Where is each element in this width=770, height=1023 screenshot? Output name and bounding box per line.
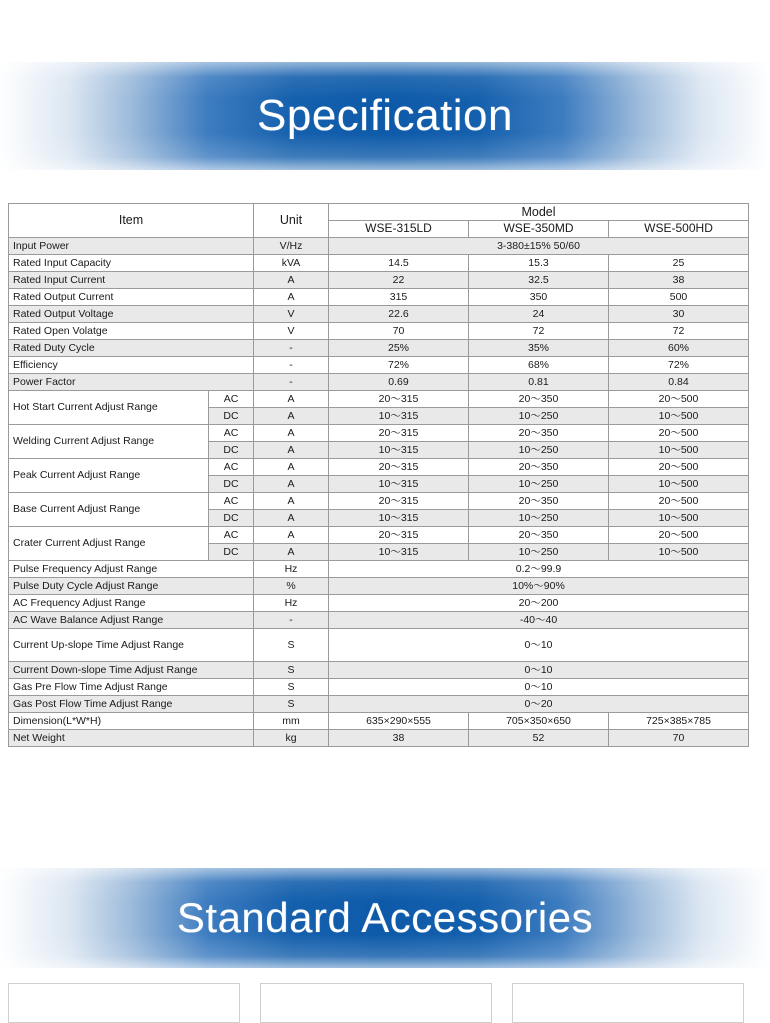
row-value-1: 635×290×555 bbox=[329, 713, 469, 730]
row-value-1: 70 bbox=[329, 323, 469, 340]
row-item-label: Current Down-slope Time Adjust Range bbox=[9, 662, 254, 679]
acdc-label-dc: DC bbox=[209, 544, 254, 561]
table-row-acdc bbox=[9, 391, 749, 408]
row-item-label: Power Factor bbox=[9, 374, 254, 391]
row-value-3: 72% bbox=[609, 357, 749, 374]
row-unit: % bbox=[254, 578, 329, 595]
header-model: Model bbox=[329, 204, 749, 221]
row-unit: - bbox=[254, 357, 329, 374]
row-value-2: 52 bbox=[469, 730, 609, 747]
row-value-1: 38 bbox=[329, 730, 469, 747]
specification-table bbox=[8, 203, 749, 747]
table-row bbox=[9, 374, 749, 391]
table-row-acdc bbox=[9, 425, 749, 442]
row-item-label: Pulse Duty Cycle Adjust Range bbox=[9, 578, 254, 595]
row-value-2: 10～250 bbox=[469, 442, 609, 459]
row-value-2: 10～250 bbox=[469, 544, 609, 561]
row-value-2: 72 bbox=[469, 323, 609, 340]
row-unit: - bbox=[254, 612, 329, 629]
row-value-3: 72 bbox=[609, 323, 749, 340]
row-value-3: 10～500 bbox=[609, 408, 749, 425]
table-row-acdc bbox=[9, 527, 749, 544]
row-value-1: 20～315 bbox=[329, 527, 469, 544]
acdc-label-dc: DC bbox=[209, 442, 254, 459]
row-value-3: 10～500 bbox=[609, 510, 749, 527]
row-merged-value: -40～40 bbox=[329, 612, 749, 629]
row-value-2: 10～250 bbox=[469, 510, 609, 527]
table-row bbox=[9, 323, 749, 340]
row-value-2: 20～350 bbox=[469, 493, 609, 510]
row-value-3: 20～500 bbox=[609, 425, 749, 442]
row-value-3: 70 bbox=[609, 730, 749, 747]
row-value-2: 20～350 bbox=[469, 527, 609, 544]
acdc-label-ac: AC bbox=[209, 391, 254, 408]
row-value-3: 25 bbox=[609, 255, 749, 272]
row-value-1: 20～315 bbox=[329, 425, 469, 442]
specification-banner bbox=[0, 62, 770, 170]
row-value-3: 0.84 bbox=[609, 374, 749, 391]
acdc-label-dc: DC bbox=[209, 510, 254, 527]
row-value-1: 72% bbox=[329, 357, 469, 374]
row-item-label: Rated Open Volatge bbox=[9, 323, 254, 340]
row-value-3: 20～500 bbox=[609, 459, 749, 476]
row-item-label: Rated Duty Cycle bbox=[9, 340, 254, 357]
table-row bbox=[9, 713, 749, 730]
row-value-2: 20～350 bbox=[469, 425, 609, 442]
row-unit: Hz bbox=[254, 561, 329, 578]
acdc-group-label: Welding Current Adjust Range bbox=[9, 425, 209, 459]
acdc-label-dc: DC bbox=[209, 476, 254, 493]
header-model-2: WSE-350MD bbox=[469, 221, 609, 238]
row-value-1: 10～315 bbox=[329, 544, 469, 561]
accessory-boxes-row bbox=[8, 983, 762, 1023]
row-item-label: Current Up-slope Time Adjust Range bbox=[9, 629, 254, 662]
row-unit: V/Hz bbox=[254, 238, 329, 255]
row-value-3: 10～500 bbox=[609, 476, 749, 493]
accessories-banner bbox=[0, 868, 770, 968]
table-header-row bbox=[9, 204, 749, 221]
accessory-box-2 bbox=[260, 983, 492, 1023]
row-value-2: 705×350×650 bbox=[469, 713, 609, 730]
row-value-3: 725×385×785 bbox=[609, 713, 749, 730]
row-item-label: Pulse Frequency Adjust Range bbox=[9, 561, 254, 578]
row-unit: A bbox=[254, 527, 329, 544]
row-item-label: Rated Output Voltage bbox=[9, 306, 254, 323]
row-unit: kVA bbox=[254, 255, 329, 272]
row-value-1: 10～315 bbox=[329, 510, 469, 527]
row-item-label: Input Power bbox=[9, 238, 254, 255]
row-value-2: 10～250 bbox=[469, 408, 609, 425]
row-value-1: 10～315 bbox=[329, 442, 469, 459]
row-value-1: 25% bbox=[329, 340, 469, 357]
row-value-2: 24 bbox=[469, 306, 609, 323]
header-model-1: WSE-315LD bbox=[329, 221, 469, 238]
row-value-3: 500 bbox=[609, 289, 749, 306]
row-unit: S bbox=[254, 696, 329, 713]
row-merged-value: 0～20 bbox=[329, 696, 749, 713]
row-value-1: 20～315 bbox=[329, 391, 469, 408]
row-value-1: 14.5 bbox=[329, 255, 469, 272]
row-item-label: Gas Post Flow Time Adjust Range bbox=[9, 696, 254, 713]
row-unit: S bbox=[254, 629, 329, 662]
acdc-group-label: Base Current Adjust Range bbox=[9, 493, 209, 527]
row-unit: V bbox=[254, 306, 329, 323]
row-merged-value: 3-380±15% 50/60 bbox=[329, 238, 749, 255]
row-unit: A bbox=[254, 408, 329, 425]
row-merged-value: 10%～90% bbox=[329, 578, 749, 595]
acdc-label-ac: AC bbox=[209, 527, 254, 544]
acdc-group-label: Hot Start Current Adjust Range bbox=[9, 391, 209, 425]
acdc-group-label: Crater Current Adjust Range bbox=[9, 527, 209, 561]
row-unit: A bbox=[254, 289, 329, 306]
row-value-1: 20～315 bbox=[329, 459, 469, 476]
row-value-3: 20～500 bbox=[609, 391, 749, 408]
row-value-2: 0.81 bbox=[469, 374, 609, 391]
row-value-1: 22 bbox=[329, 272, 469, 289]
row-merged-value: 0～10 bbox=[329, 679, 749, 696]
row-unit: A bbox=[254, 476, 329, 493]
row-unit: A bbox=[254, 272, 329, 289]
row-unit: - bbox=[254, 374, 329, 391]
row-value-1: 10～315 bbox=[329, 476, 469, 493]
row-item-label: Net Weight bbox=[9, 730, 254, 747]
table-row bbox=[9, 595, 749, 612]
row-item-label: Rated Input Current bbox=[9, 272, 254, 289]
row-unit: mm bbox=[254, 713, 329, 730]
row-unit: S bbox=[254, 662, 329, 679]
table-row bbox=[9, 561, 749, 578]
row-merged-value: 0.2～99.9 bbox=[329, 561, 749, 578]
row-value-3: 38 bbox=[609, 272, 749, 289]
row-value-2: 32.5 bbox=[469, 272, 609, 289]
row-merged-value: 0～10 bbox=[329, 629, 749, 662]
row-merged-value: 0～10 bbox=[329, 662, 749, 679]
row-merged-value: 20～200 bbox=[329, 595, 749, 612]
row-value-2: 20～350 bbox=[469, 459, 609, 476]
row-unit: A bbox=[254, 425, 329, 442]
row-value-1: 20～315 bbox=[329, 493, 469, 510]
row-unit: A bbox=[254, 391, 329, 408]
table-row bbox=[9, 662, 749, 679]
table-row bbox=[9, 289, 749, 306]
row-unit: - bbox=[254, 340, 329, 357]
specification-table-container bbox=[8, 203, 748, 747]
row-unit: kg bbox=[254, 730, 329, 747]
row-item-label: Efficiency bbox=[9, 357, 254, 374]
table-row bbox=[9, 272, 749, 289]
acdc-group-label: Peak Current Adjust Range bbox=[9, 459, 209, 493]
table-row bbox=[9, 306, 749, 323]
acdc-label-ac: AC bbox=[209, 493, 254, 510]
row-value-3: 20～500 bbox=[609, 527, 749, 544]
row-unit: Hz bbox=[254, 595, 329, 612]
row-value-3: 20～500 bbox=[609, 493, 749, 510]
table-row bbox=[9, 730, 749, 747]
table-row bbox=[9, 238, 749, 255]
accessory-box-3 bbox=[512, 983, 744, 1023]
specification-title: Specification bbox=[257, 91, 513, 140]
row-item-label: Dimension(L*W*H) bbox=[9, 713, 254, 730]
header-model-3: WSE-500HD bbox=[609, 221, 749, 238]
row-unit: S bbox=[254, 679, 329, 696]
row-value-2: 15.3 bbox=[469, 255, 609, 272]
row-unit: A bbox=[254, 544, 329, 561]
table-row bbox=[9, 612, 749, 629]
row-unit: A bbox=[254, 510, 329, 527]
table-row bbox=[9, 255, 749, 272]
row-unit: V bbox=[254, 323, 329, 340]
table-row bbox=[9, 578, 749, 595]
row-value-1: 10～315 bbox=[329, 408, 469, 425]
row-item-label: AC Frequency Adjust Range bbox=[9, 595, 254, 612]
row-value-2: 10～250 bbox=[469, 476, 609, 493]
row-value-2: 35% bbox=[469, 340, 609, 357]
accessory-box-1 bbox=[8, 983, 240, 1023]
table-row bbox=[9, 629, 749, 662]
acdc-label-ac: AC bbox=[209, 459, 254, 476]
row-item-label: Rated Output Current bbox=[9, 289, 254, 306]
acdc-label-ac: AC bbox=[209, 425, 254, 442]
row-unit: A bbox=[254, 459, 329, 476]
table-row-acdc bbox=[9, 493, 749, 510]
table-row bbox=[9, 696, 749, 713]
row-value-2: 68% bbox=[469, 357, 609, 374]
row-value-2: 350 bbox=[469, 289, 609, 306]
acdc-label-dc: DC bbox=[209, 408, 254, 425]
row-value-3: 10～500 bbox=[609, 442, 749, 459]
table-row bbox=[9, 679, 749, 696]
header-unit: Unit bbox=[254, 204, 329, 238]
header-item: Item bbox=[9, 204, 254, 238]
row-value-3: 10～500 bbox=[609, 544, 749, 561]
table-row bbox=[9, 357, 749, 374]
row-item-label: Rated Input Capacity bbox=[9, 255, 254, 272]
row-value-3: 60% bbox=[609, 340, 749, 357]
row-item-label: AC Wave Balance Adjust Range bbox=[9, 612, 254, 629]
row-value-1: 0.69 bbox=[329, 374, 469, 391]
row-unit: A bbox=[254, 493, 329, 510]
row-unit: A bbox=[254, 442, 329, 459]
row-value-3: 30 bbox=[609, 306, 749, 323]
accessories-title: Standard Accessories bbox=[176, 894, 594, 941]
table-row bbox=[9, 340, 749, 357]
row-value-1: 22.6 bbox=[329, 306, 469, 323]
table-row-acdc bbox=[9, 459, 749, 476]
row-item-label: Gas Pre Flow Time Adjust Range bbox=[9, 679, 254, 696]
row-value-2: 20～350 bbox=[469, 391, 609, 408]
row-value-1: 315 bbox=[329, 289, 469, 306]
